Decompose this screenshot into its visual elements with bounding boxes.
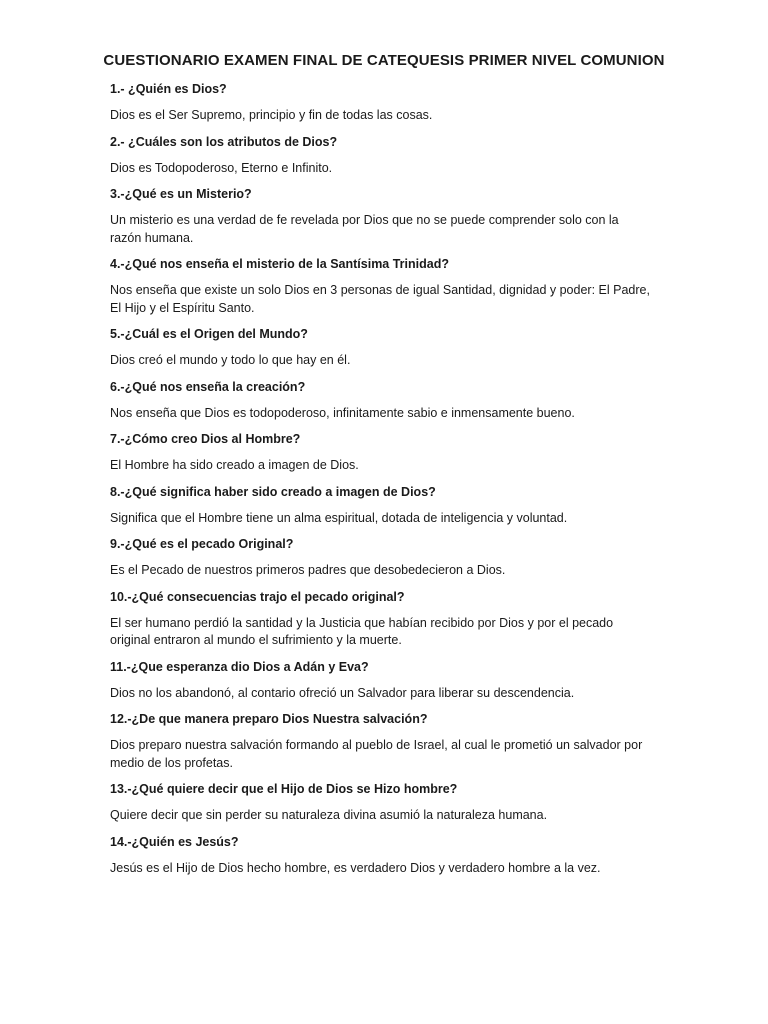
question-item-12 [110, 711, 650, 772]
question-item-14 [110, 834, 650, 878]
answer-text: El ser humano perdió la santidad y la Justicia que habían recibido por Dios y por el pecado original entraron al mundo el sufrimiento y la muerte. [110, 615, 614, 647]
answer-text: Un misterio es una verdad de fe revelada por Dios que no se puede comprender solo con la razón humana. [110, 213, 619, 245]
answer-text: Dios es Todopoderoso, Eterno e Infinito. [110, 160, 333, 175]
answer-text: Significa que el Hombre tiene un alma espiritual, dotada de inteligencia y voluntad. [110, 510, 568, 525]
question-text: 3.-¿Qué es un Misterio? [110, 187, 252, 201]
question-text: 4.-¿Qué nos enseña el misterio de la Santísima Trinidad? [110, 257, 449, 271]
answer-text: El Hombre ha sido creado a imagen de Dios. [110, 458, 359, 472]
question-text: 7.-¿Cómo creo Dios al Hombre? [110, 432, 301, 446]
question-text: 5.-¿Cuál es el Origen del Mundo? [110, 327, 308, 341]
question-item-4 [110, 256, 650, 317]
document-title: CUESTIONARIO EXAMEN FINAL DE CATEQUESIS PRIMER NIVEL COMUNION [103, 52, 665, 69]
question-item-3 [110, 186, 650, 247]
answer-text: Jesús es el Hijo de Dios hecho hombre, es verdadero Dios y verdadero hombre a la vez. [110, 860, 601, 875]
question-text: 10.-¿Qué consecuencias trajo el pecado original? [110, 589, 405, 604]
question-item-6 [110, 379, 650, 423]
answer-text: Es el Pecado de nuestros primeros padres que desobedecieron a Dios. [110, 563, 506, 577]
question-text: 6.-¿Qué nos enseña la creación? [110, 379, 306, 394]
question-text: 14.-¿Quién es Jesús? [110, 834, 239, 849]
answer-text: Dios es el Ser Supremo, principio y fin de todas las cosas. [110, 108, 433, 122]
answer-text: Nos enseña que Dios es todopoderoso, infinitamente sabio e inmensamente bueno. [110, 405, 575, 420]
question-text: 9.-¿Qué es el pecado Original? [110, 537, 294, 551]
question-list [110, 81, 650, 886]
question-item-1 [110, 81, 650, 125]
answer-text: Quiere decir que sin perder su naturaleza divina asumió la naturaleza humana. [110, 808, 548, 822]
question-item-10 [110, 589, 650, 650]
question-text: 12.-¿De que manera preparo Dios Nuestra salvación? [110, 712, 428, 726]
question-text: 1.- ¿Quién es Dios? [110, 82, 227, 96]
question-item-13 [110, 781, 650, 825]
answer-text: Dios preparo nuestra salvación formando al pueblo de Israel, al cual le prometió un salvador por medio de los profetas. [110, 738, 643, 770]
question-text: 13.-¿Qué quiere decir que el Hijo de Dios se Hizo hombre? [110, 782, 458, 796]
question-text: 8.-¿Qué significa haber sido creado a imagen de Dios? [110, 484, 436, 499]
question-item-5 [110, 326, 650, 370]
answer-text: Dios creó el mundo y todo lo que hay en él. [110, 353, 351, 367]
question-text: 11.-¿Que esperanza dio Dios a Adán y Eva? [110, 659, 369, 674]
question-item-8 [110, 484, 650, 528]
question-text: 2.- ¿Cuáles son los atributos de Dios? [110, 134, 338, 149]
answer-text: Nos enseña que existe un solo Dios en 3 personas de igual Santidad, dignidad y poder: El Padre, El Hijo y el Espíritu Santo. [110, 283, 650, 315]
question-item-9 [110, 536, 650, 580]
question-item-11 [110, 659, 650, 703]
question-item-2 [110, 134, 650, 178]
question-item-7 [110, 431, 650, 475]
answer-text: Dios no los abandonó, al contario ofreció un Salvador para liberar su descendencia. [110, 685, 575, 700]
